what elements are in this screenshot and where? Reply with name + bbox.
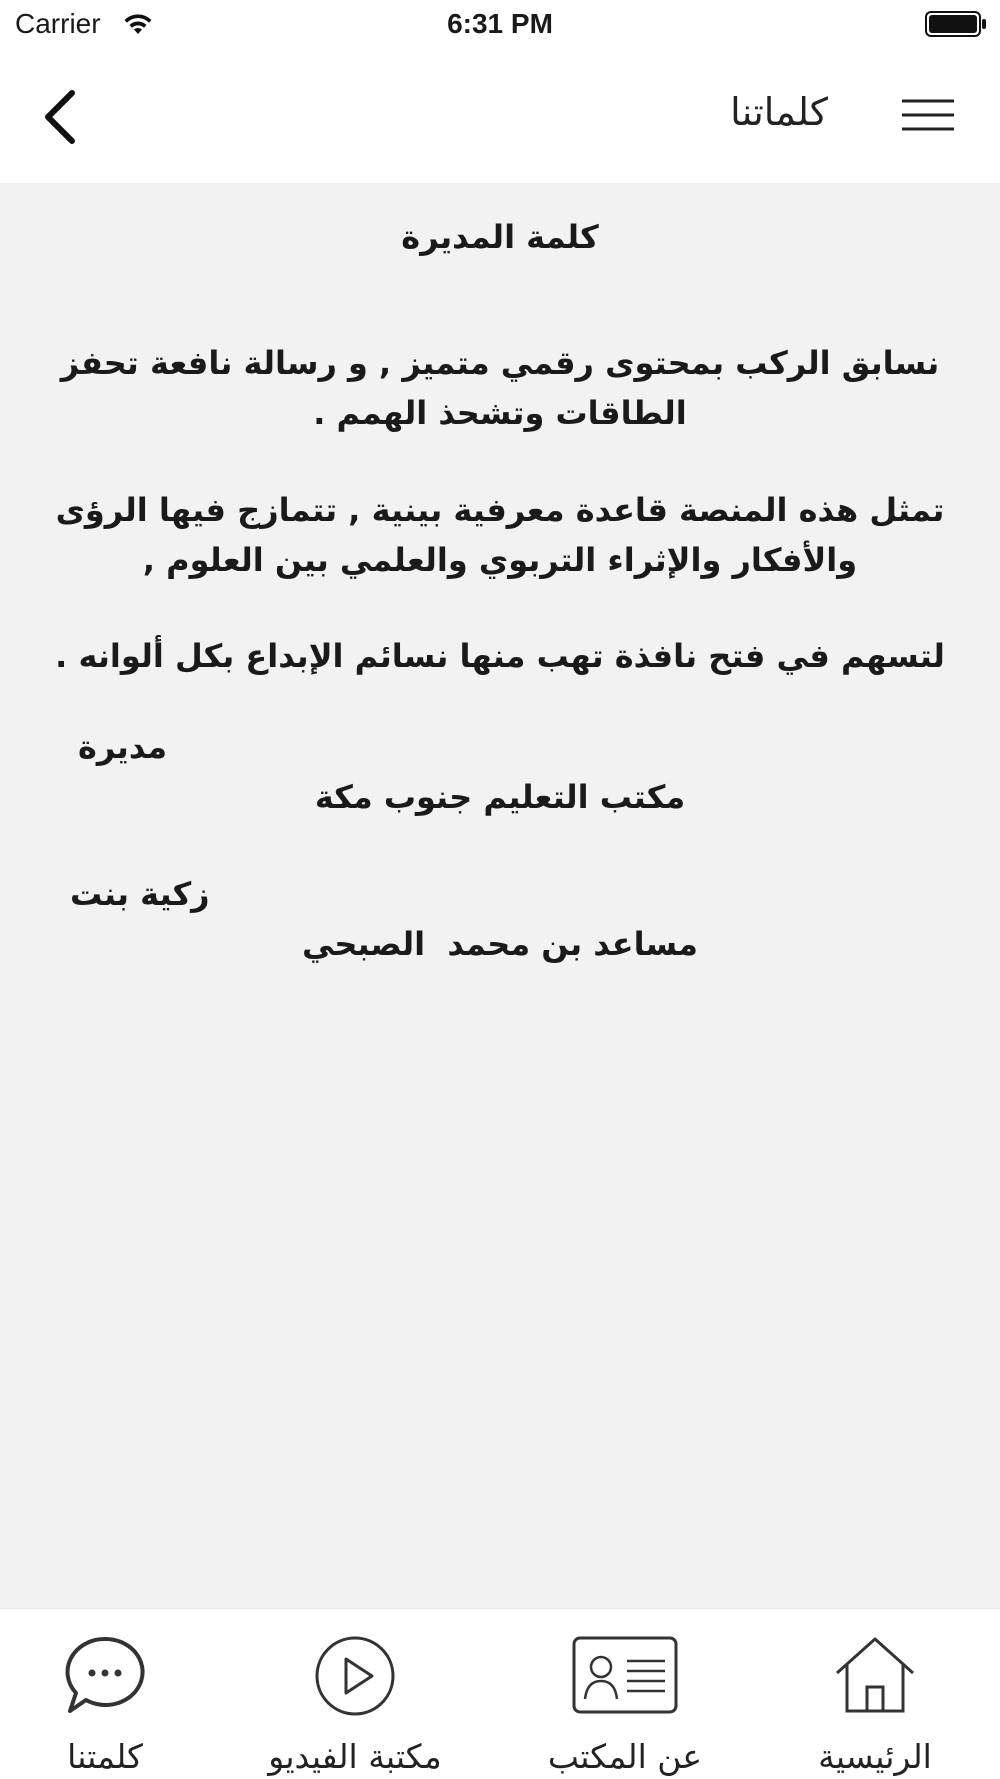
clock: 6:31 PM [447,8,553,39]
paragraph-3: لتسهم في فتح نافذة تهب منها نسائم الإبداع بكل ألوانه . [55,637,945,675]
message-content [0,183,1000,1608]
battery-icon [925,11,987,37]
tab-about-label: عن المكتب [547,1737,703,1776]
chat-bubble-icon [64,1635,146,1717]
paragraph-2: تمثل هذه المنصة قاعدة معرفية بينية , تتمازج فيها الرؤى والأفكار والإثراء التربوي والعلمي بين العلوم , [55,491,945,579]
navigation-bar [0,50,1000,183]
paragraph-1: نسابق الركب بمحتوى رقمي متميز , و رسالة نافعة تحفز الطاقات وتشحذ الهمم . [60,344,940,432]
status-bar [0,0,1000,50]
tab-home[interactable] [750,1609,1000,1779]
back-button[interactable] [30,82,90,152]
home-icon [833,1635,917,1715]
chevron-left-icon [40,89,80,145]
hamburger-menu-icon[interactable] [900,95,956,135]
signature-office: مكتب التعليم جنوب مكة [314,778,686,816]
id-card-icon [571,1635,679,1715]
tab-video-library[interactable] [225,1609,485,1779]
carrier-label: Carrier [15,8,101,39]
tab-our-words[interactable] [0,1609,210,1779]
section-title: كلمة المديرة [401,218,599,256]
signature-role: مديرة [78,728,168,766]
page-title: كلماتنا [730,90,828,134]
tab-home-label: الرئيسية [818,1737,932,1776]
play-circle-icon [314,1635,396,1717]
tab-about-office[interactable] [500,1609,750,1779]
tab-bar [0,1608,1000,1779]
signature-name-first: زكية بنت [70,875,210,913]
signature-name-last: مساعد بن محمد الصبحي [302,925,698,963]
tab-words-label: كلمتنا [67,1737,143,1776]
tab-video-label: مكتبة الفيديو [268,1737,442,1776]
